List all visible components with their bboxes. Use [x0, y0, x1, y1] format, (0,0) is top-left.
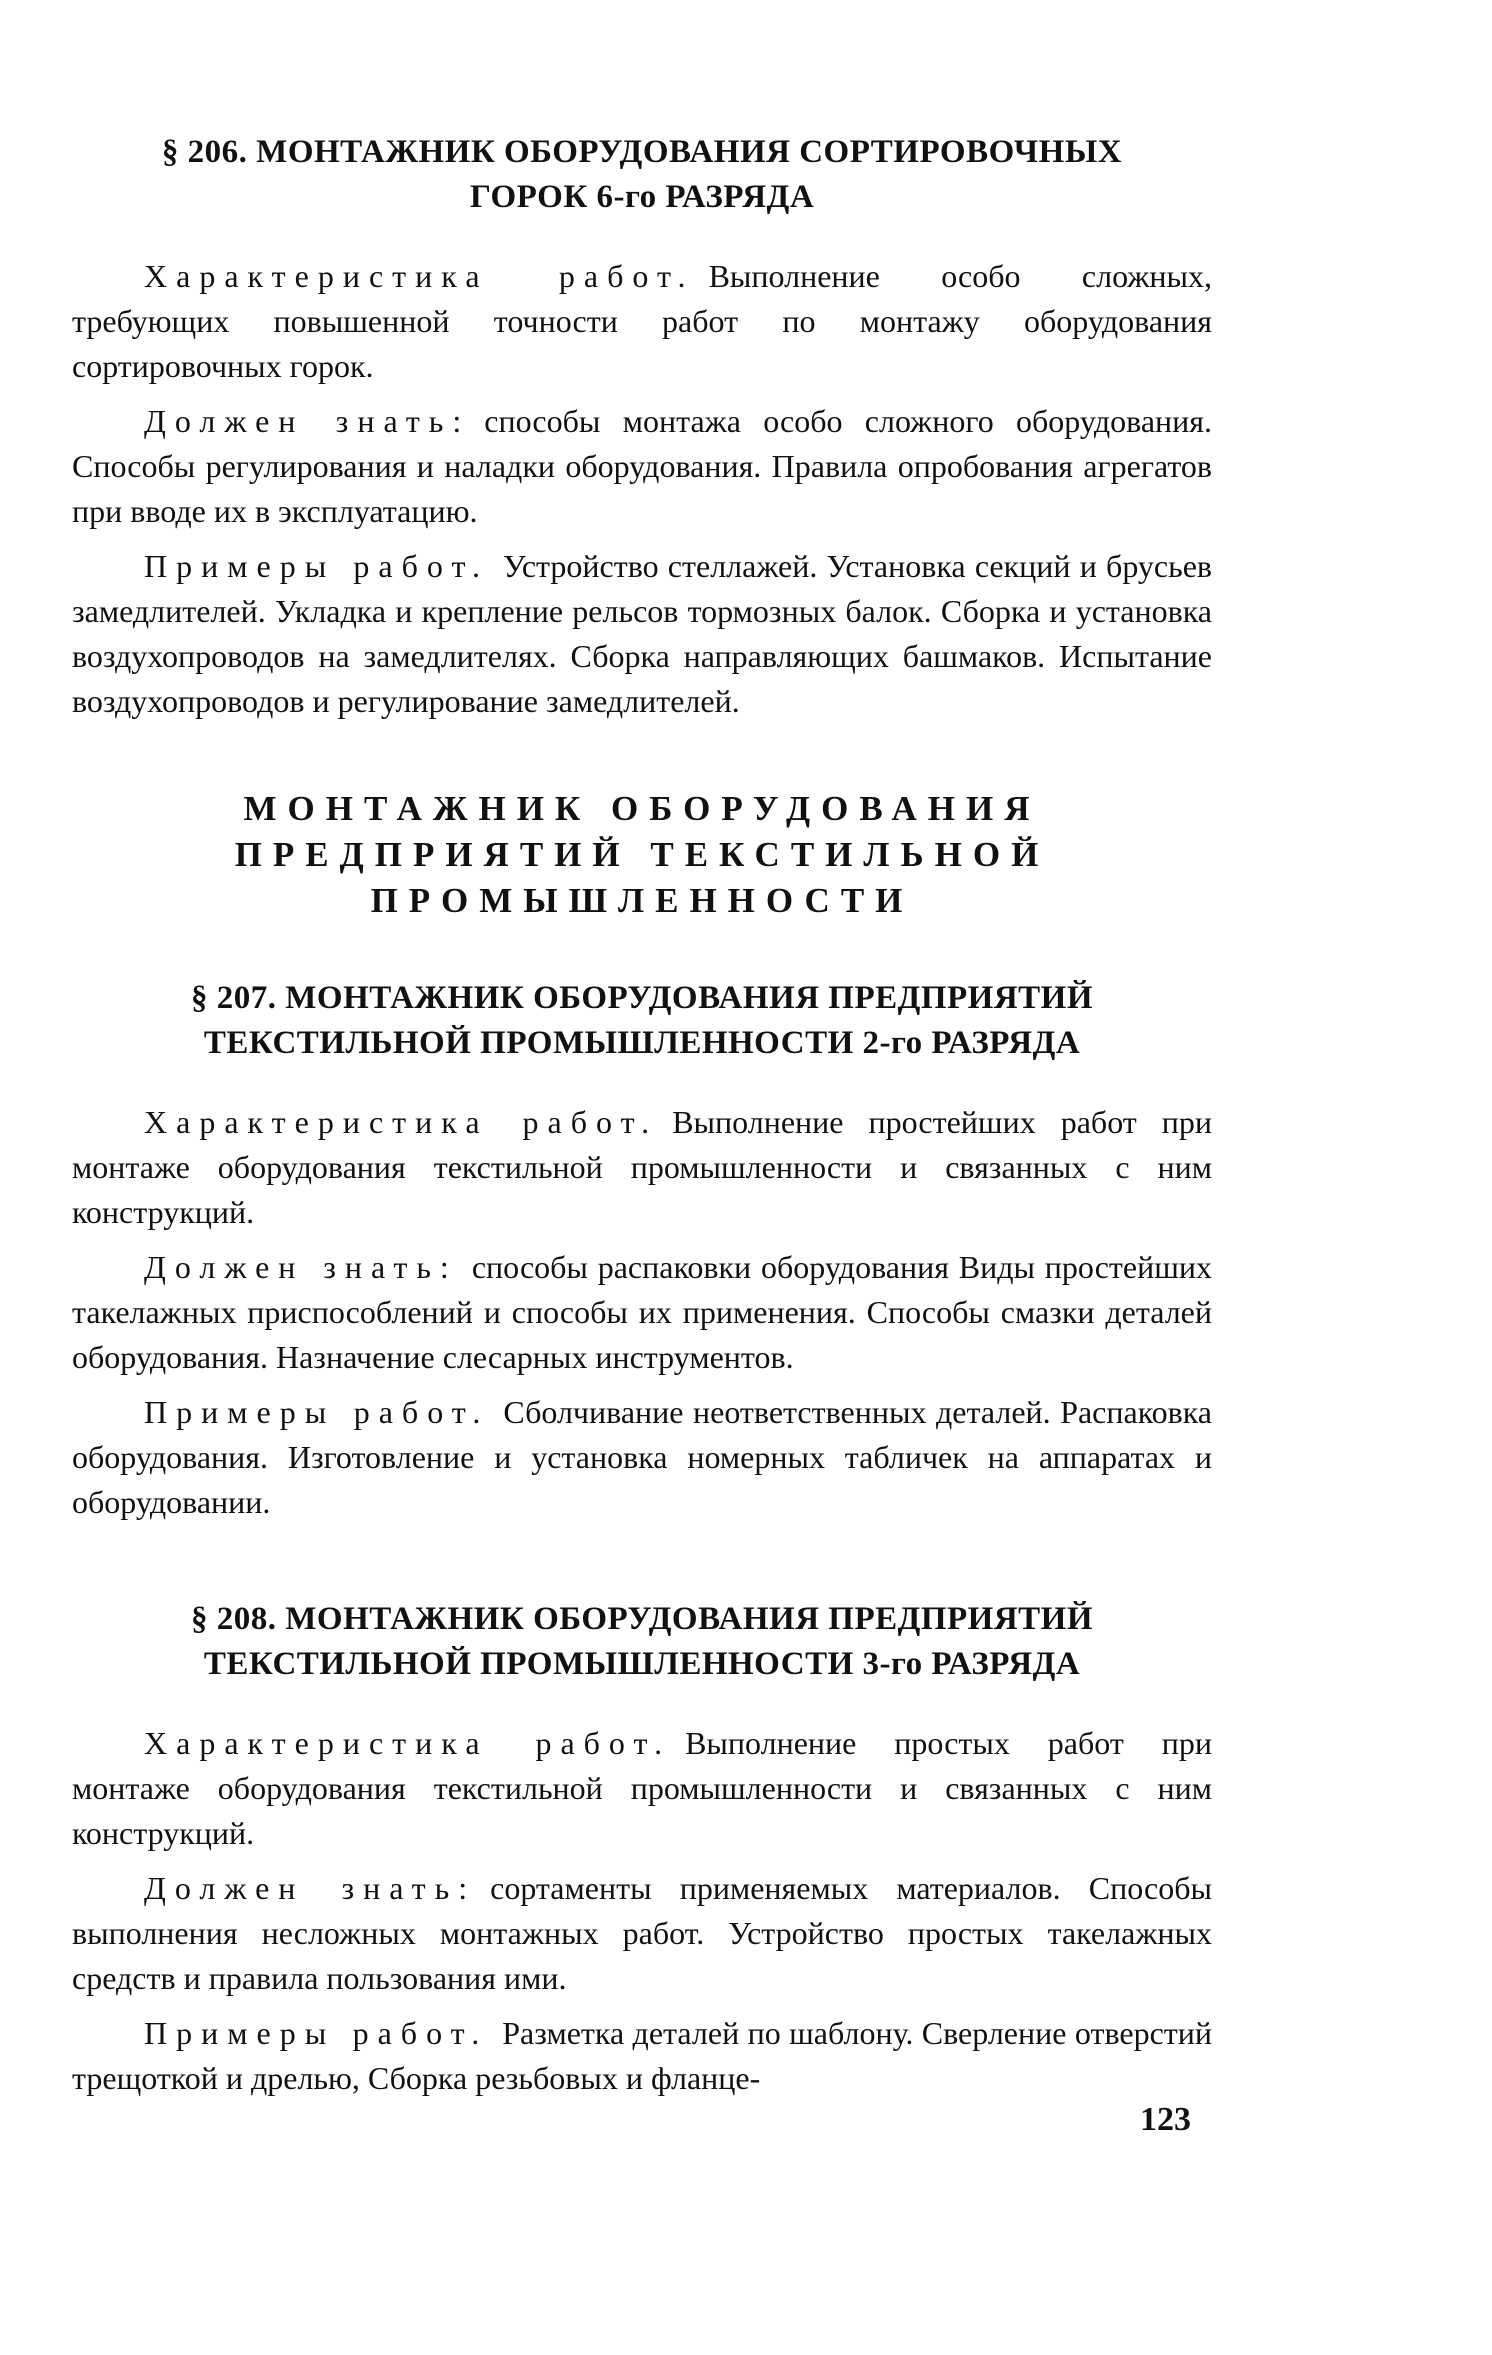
examples-label: Примеры работ.	[144, 2015, 489, 2051]
examples-text: Устройство стеллажей. Установка секций и брусьев замедлителей. Укладка и крепление рельсов тормозных балок. Сборка и установка воздухопроводов на замедлителях. Сборка направляющих башмаков. Испытание воздухопроводов и регулирование замедлителей.	[72, 548, 1212, 719]
section-title-line2: ГОРОК 6-го РАЗРЯДА	[469, 179, 815, 215]
characteristic-label: Характеристика работ.	[144, 258, 695, 294]
knowledge-label: Должен знать:	[144, 1249, 458, 1285]
section-207	[72, 976, 1212, 1525]
examples-label: Примеры работ.	[144, 1394, 490, 1430]
section-208	[72, 1597, 1212, 2101]
section-206	[72, 130, 1212, 724]
characteristic-paragraph	[72, 254, 1212, 389]
knowledge-text: сортаменты применяемых материалов. Способы выполнения несложных монтажных работ. Устройство простых такелажных средств и правила пользования ими.	[72, 1870, 1213, 1996]
characteristic-text: Выполнение простых работ при монтаже оборудования текстильной промышленности и связанных с ним конструкций.	[72, 1725, 1212, 1851]
knowledge-label: Должен знать:	[144, 403, 471, 439]
knowledge-paragraph	[72, 1866, 1212, 2001]
group-heading-line3: ПРОМЫШЛЕННОСТИ	[370, 881, 914, 920]
knowledge-label: Должен знать:	[144, 1870, 477, 1906]
characteristic-paragraph	[72, 1100, 1212, 1235]
knowledge-paragraph	[72, 399, 1212, 534]
section-title-line1: § 208. МОНТАЖНИК ОБОРУДОВАНИЯ ПРЕДПРИЯТИЙ	[191, 1601, 1093, 1637]
document-page	[72, 130, 1212, 2111]
group-heading-line1: МОНТАЖНИК ОБОРУДОВАНИЯ	[243, 789, 1041, 828]
characteristic-text: Выполнение простейших работ при монтаже оборудования текстильной промышленности и связанных с ним конструкций.	[72, 1104, 1213, 1230]
section-title-line1: § 206. МОНТАЖНИК ОБОРУДОВАНИЯ СОРТИРОВОЧНЫХ	[161, 134, 1123, 170]
section-title-line1: § 207. МОНТАЖНИК ОБОРУДОВАНИЯ ПРЕДПРИЯТИЙ	[191, 980, 1093, 1016]
knowledge-text: способы монтажа особо сложного оборудования. Способы регулирования и наладки оборудования. Правила опробования агрегатов при вводе их в эксплуатацию.	[72, 403, 1213, 529]
knowledge-text: способы распаковки оборудования Виды простейших такелажных приспособлений и способы их применения. Способы смазки деталей оборудования. Назначение слесарных инструментов.	[72, 1249, 1213, 1375]
group-heading-line2: ПРЕДПРИЯТИЙ ТЕКСТИЛЬНОЙ	[234, 835, 1050, 874]
knowledge-paragraph	[72, 1245, 1212, 1380]
characteristic-label: Характеристика работ.	[144, 1725, 672, 1761]
characteristic-label: Характеристика работ.	[144, 1104, 659, 1140]
characteristic-text: Выполнение особо сложных, требующих повышенной точности работ по монтажу оборудования сортировочных горок.	[72, 258, 1213, 384]
examples-label: Примеры работ.	[144, 548, 490, 584]
examples-text: Сболчивание неответственных деталей. Распаковка оборудования. Изготовление и установка номерных табличек на аппаратах и оборудовании.	[72, 1394, 1212, 1520]
group-heading	[72, 786, 1212, 924]
section-title-line2: ТЕКСТИЛЬНОЙ ПРОМЫШЛЕННОСТИ 2-го РАЗРЯДА	[203, 1025, 1081, 1061]
examples-paragraph	[72, 1390, 1212, 1525]
examples-paragraph	[72, 2011, 1212, 2101]
section-title-line2: ТЕКСТИЛЬНОЙ ПРОМЫШЛЕННОСТИ 3-го РАЗРЯДА	[203, 1646, 1081, 1682]
characteristic-paragraph	[72, 1721, 1212, 1856]
examples-paragraph	[72, 544, 1212, 724]
examples-text: Разметка деталей по шаблону. Сверление отверстий трещоткой и дрелью, Сборка резьбовых и фланце-	[72, 2015, 1213, 2096]
page-number: 123	[1140, 2101, 1191, 2138]
